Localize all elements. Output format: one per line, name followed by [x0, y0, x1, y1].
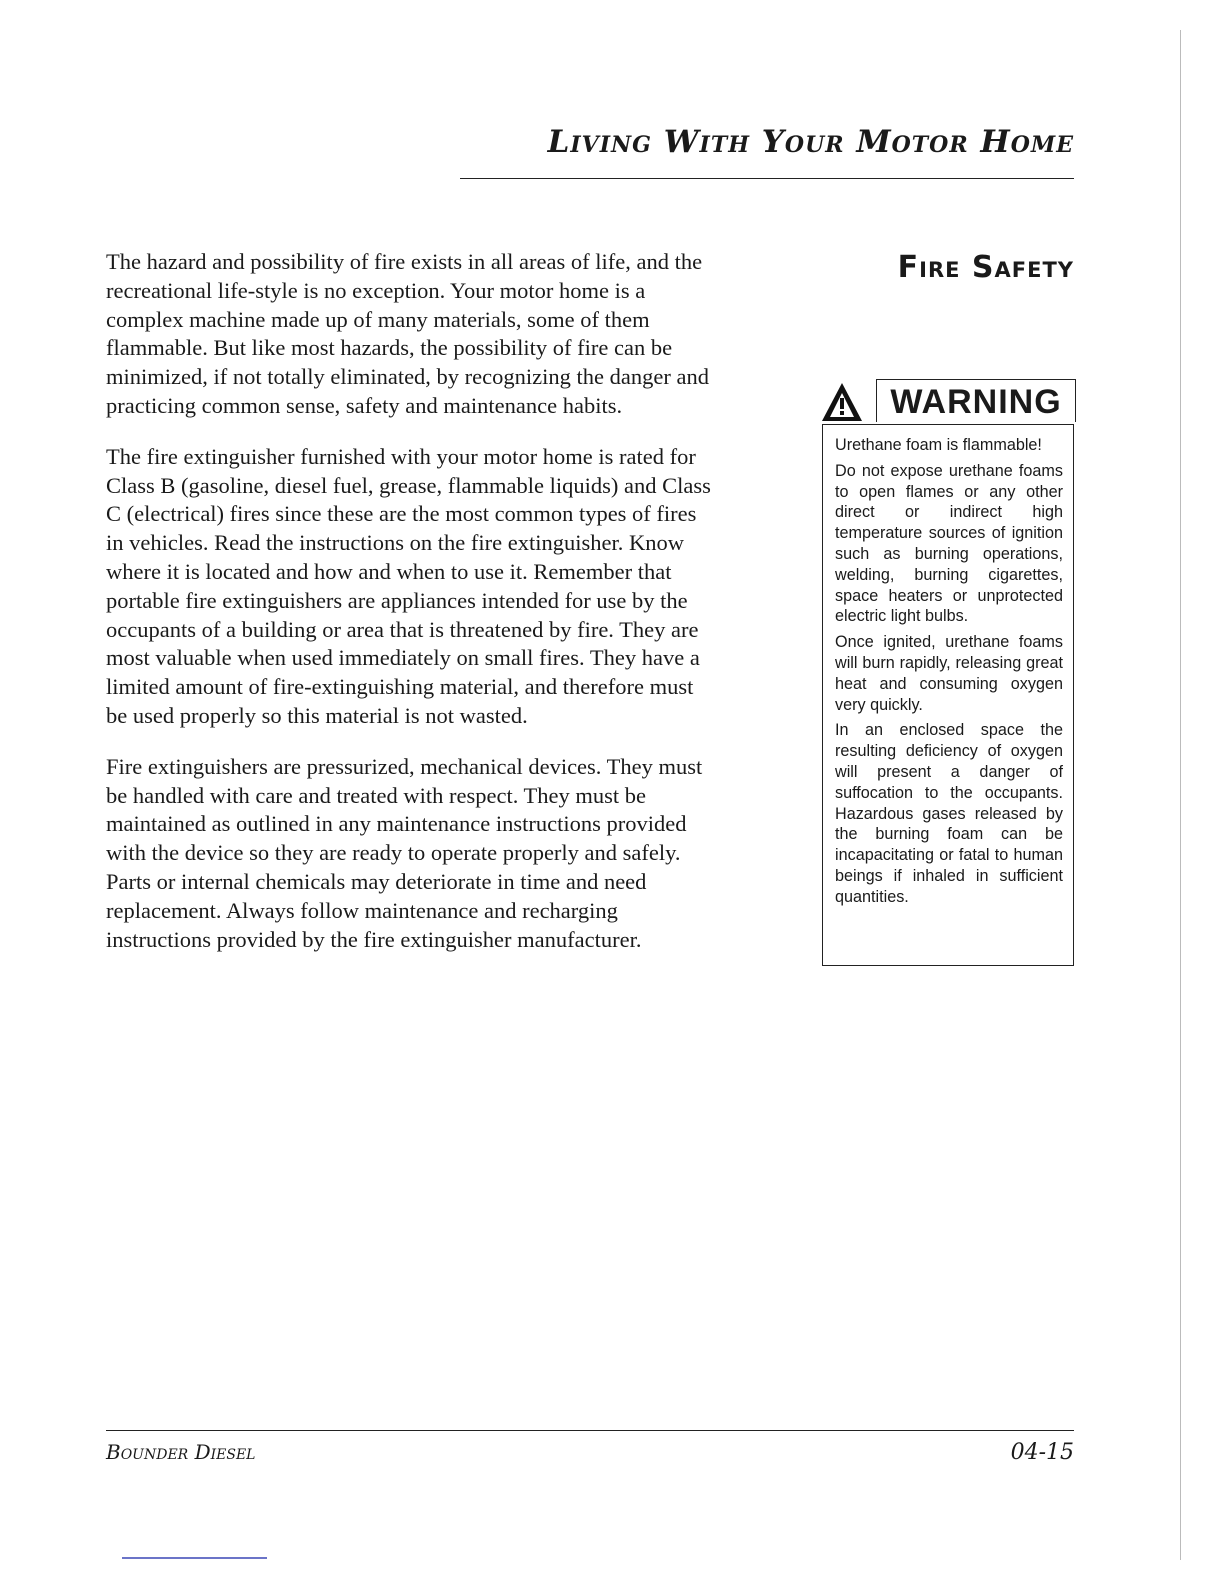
running-header-title: Living With Your Motor Home	[547, 124, 1074, 160]
scan-edge-line	[1180, 30, 1181, 1560]
warning-box	[822, 424, 1074, 966]
warning-paragraph: In an enclosed space the resulting deficiency of oxygen will present a danger of suffocation to the occupants. Hazardous gases released by the burning foam can be incapacitating or fatal to human beings if inhaled in sufficient quantities.	[835, 721, 1063, 906]
footer-model-name: Bounder Diesel	[106, 1440, 256, 1464]
warning-label: WARNING	[876, 379, 1076, 422]
section-title: Fire Safety	[897, 250, 1074, 285]
footer-divider	[106, 1430, 1074, 1431]
warning-lead: Urethane foam is flammable!	[835, 436, 1042, 454]
body-paragraph: The hazard and possibility of fire exists in all areas of life, and the recreational life-style is no exception. Your motor home is a complex machine made up of many materials, some of them flammable. But like most hazards, the possibility of fire can be minimized, if not totally eliminated, by recognizing the danger and practicing common sense, safety and maintenance habits.	[106, 249, 709, 418]
body-paragraph: Fire extinguishers are pressurized, mechanical devices. They must be handled with care and treated with respect. They must be maintained as outlined in any maintenance instructions provided with the device so they are ready to operate properly and safely. Parts or internal chemicals may deteriorate in time and need replacement. Always follow maintenance and recharging instructions provided by the fire extinguisher manufacturer.	[106, 753, 703, 952]
warning-header	[820, 375, 1076, 425]
header-divider	[460, 178, 1074, 179]
main-body-text	[106, 248, 718, 976]
warning-paragraph: Once ignited, urethane foams will burn rapidly, releasing great heat and consuming oxygen very quickly.	[835, 633, 1063, 714]
warning-paragraph: Do not expose urethane foams to open flames or any other direct or indirect high temperature sources of ignition such as burning operations, welding, burning cigarettes, space heaters or unprotected electric light bulbs.	[835, 461, 1063, 626]
page-number: 04-15	[1010, 1440, 1074, 1465]
body-paragraph: The fire extinguisher furnished with your motor home is rated for Class B (gasoline, diesel fuel, grease, flammable liquids) and Class C (electrical) fires since these are the most common types of fires in vehicles. Read the instructions on the fire extinguisher. Know where it is located and how and when to use it. Remember that portable fire extinguishers are appliances intended for use by the occupants of a building or area that is threatened by fire. They are most valuable when used immediately on small fires. They have a limited amount of fire-extinguishing material, and therefore must be used properly so this material is not wasted.	[106, 443, 711, 728]
warning-triangle-icon	[820, 381, 864, 423]
scan-mark	[122, 1557, 267, 1559]
